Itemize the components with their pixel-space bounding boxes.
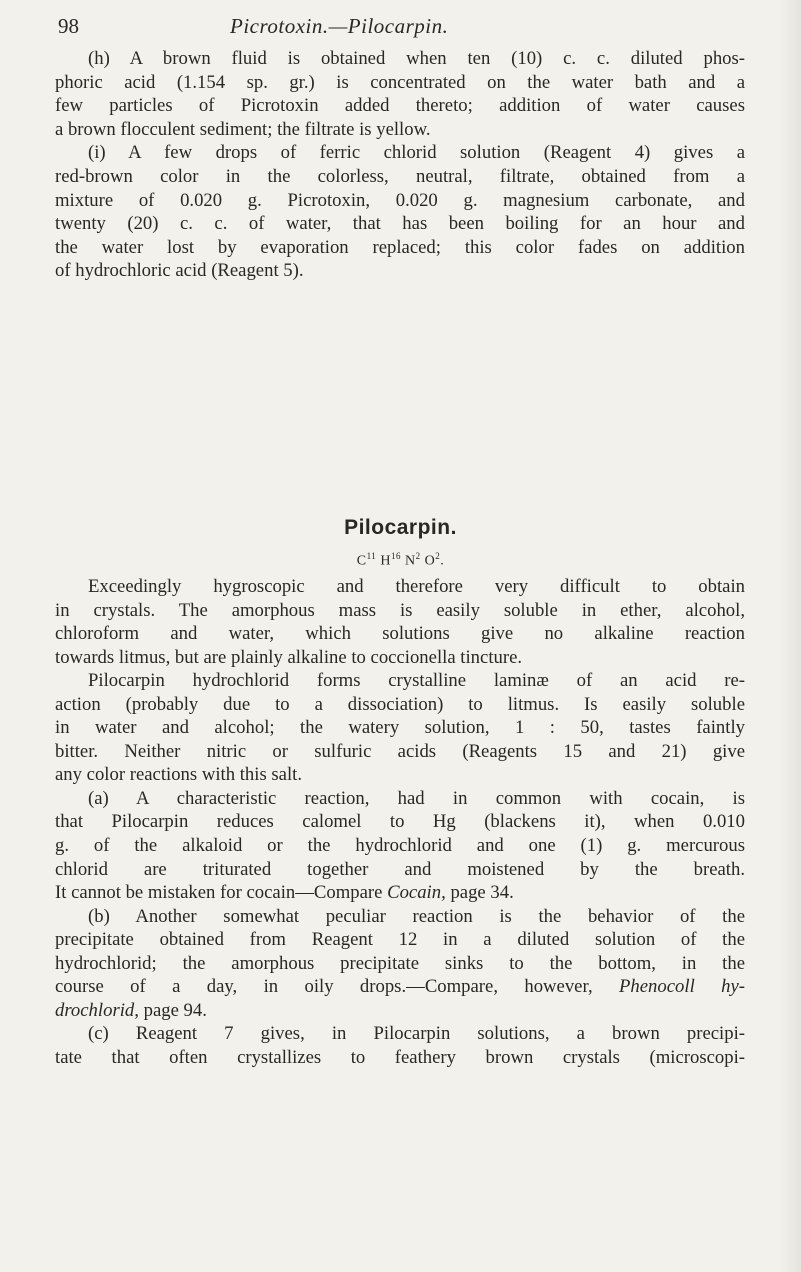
text-line: a brown flocculent sediment; the filtrate is yellow.: [55, 118, 431, 140]
paragraph-label: (i): [88, 142, 106, 164]
text-line: chlorid are triturated together and moistened by the breath.: [55, 858, 745, 880]
paragraph-hydrochlorid: [55, 669, 745, 787]
running-title: Picrotoxin.—Pilocarpin.: [230, 14, 449, 38]
paragraph-label: (h): [88, 48, 110, 69]
text-line: in water and alcohol; the watery solution, 1 : 50, tastes faintly: [55, 717, 745, 739]
cross-reference: Phenocoll hy-: [619, 976, 745, 998]
text-line: (b) Another somewhat peculiar reaction is the behavior of the: [88, 905, 746, 927]
text-line: drochlorid, page 94.: [55, 999, 207, 1021]
text-line: It cannot be mistaken for cocain—Compare Cocain, page 34.: [55, 882, 514, 904]
pilocarpin-text: [55, 575, 745, 1069]
picrotoxin-tests: [55, 47, 745, 283]
text-line: Pilocarpin hydrochlorid forms crystalline laminæ of an acid re-: [88, 670, 745, 692]
chemical-formula: $C^{11}$ $H^{16}$ $N^2$ $O^2$.: [356, 551, 445, 569]
text-line: twenty (20) c. c. of water, that has been boiling for an hour and: [55, 213, 745, 235]
text-line: (a) A characteristic reaction, had in common with cocain, is: [88, 787, 746, 809]
page-edge-shadow: [779, 0, 801, 1272]
text-line: phoric acid (1.154 sp. gr.) is concentrated on the water bath and a: [55, 71, 745, 93]
paragraph-c: [55, 1022, 745, 1069]
text-line: few particles of Picrotoxin added thereto; addition of water causes: [55, 95, 745, 117]
text-line: (h) A brown fluid is obtained when ten (10) c. c. diluted phos-: [88, 48, 745, 69]
text-line: the water lost by evaporation replaced; this color fades on addition: [55, 236, 745, 258]
text-line: (i) A few drops of ferric chlorid solution (Reagent 4) gives a: [88, 142, 746, 164]
text-line: chloroform and water, which solutions give no alkaline reaction: [55, 623, 745, 645]
text-line: Exceedingly hygroscopic and therefore very difficult to obtain: [88, 576, 745, 597]
text-line: that Pilocarpin reduces calomel to Hg (blackens it), when 0.010: [55, 811, 745, 833]
paragraph-label: (a): [88, 787, 109, 809]
section-title: Pilocarpin.: [344, 516, 457, 539]
cross-reference: Cocain,: [387, 882, 446, 904]
paragraph-intro: [55, 575, 745, 669]
text-line: bitter. Neither nitric or sulfuric acids (Reagents 15 and 21) give: [55, 740, 745, 762]
page-header: [58, 14, 738, 42]
paragraph-a: [55, 787, 745, 905]
text-line: in crystals. The amorphous mass is easily soluble in ether, alcohol,: [55, 599, 745, 621]
paragraph-i: [55, 141, 745, 283]
text-line: precipitate obtained from Reagent 12 in a diluted solution of the: [55, 929, 745, 951]
page-number: 98: [58, 14, 79, 38]
text-line: of hydrochloric acid (Reagent 5).: [55, 260, 304, 282]
text-line: mixture of 0.020 g. Picrotoxin, 0.020 g. magnesium carbonate, and: [55, 189, 745, 211]
text-line: towards litmus, but are plainly alkaline to coccionella tincture.: [55, 646, 523, 668]
text-line: red-brown color in the colorless, neutral, filtrate, obtained from a: [55, 165, 745, 187]
paragraph-label: (c): [88, 1023, 109, 1045]
text-line: course of a day, in oily drops.—Compare, however, Phenocoll hy-: [55, 976, 745, 998]
text-line: any color reactions with this salt.: [55, 764, 303, 786]
text-line: hydrochlorid; the amorphous precipitate sinks to the bottom, in the: [55, 952, 745, 974]
paragraph-b: [55, 905, 745, 1023]
text-line: g. of the alkaloid or the hydrochlorid and one (1) g. mercurous: [55, 835, 745, 857]
paragraph-label: (b): [88, 905, 110, 927]
text-line: tate that often crystallizes to feathery brown crystals (microscopi-: [55, 1046, 745, 1068]
text-line: (c) Reagent 7 gives, in Pilocarpin solutions, a brown precipi-: [88, 1023, 746, 1045]
paragraph-h: [55, 47, 745, 141]
text-line: action (probably due to a dissociation) to litmus. Is easily soluble: [55, 693, 745, 715]
cross-reference: drochlorid,: [55, 999, 139, 1021]
